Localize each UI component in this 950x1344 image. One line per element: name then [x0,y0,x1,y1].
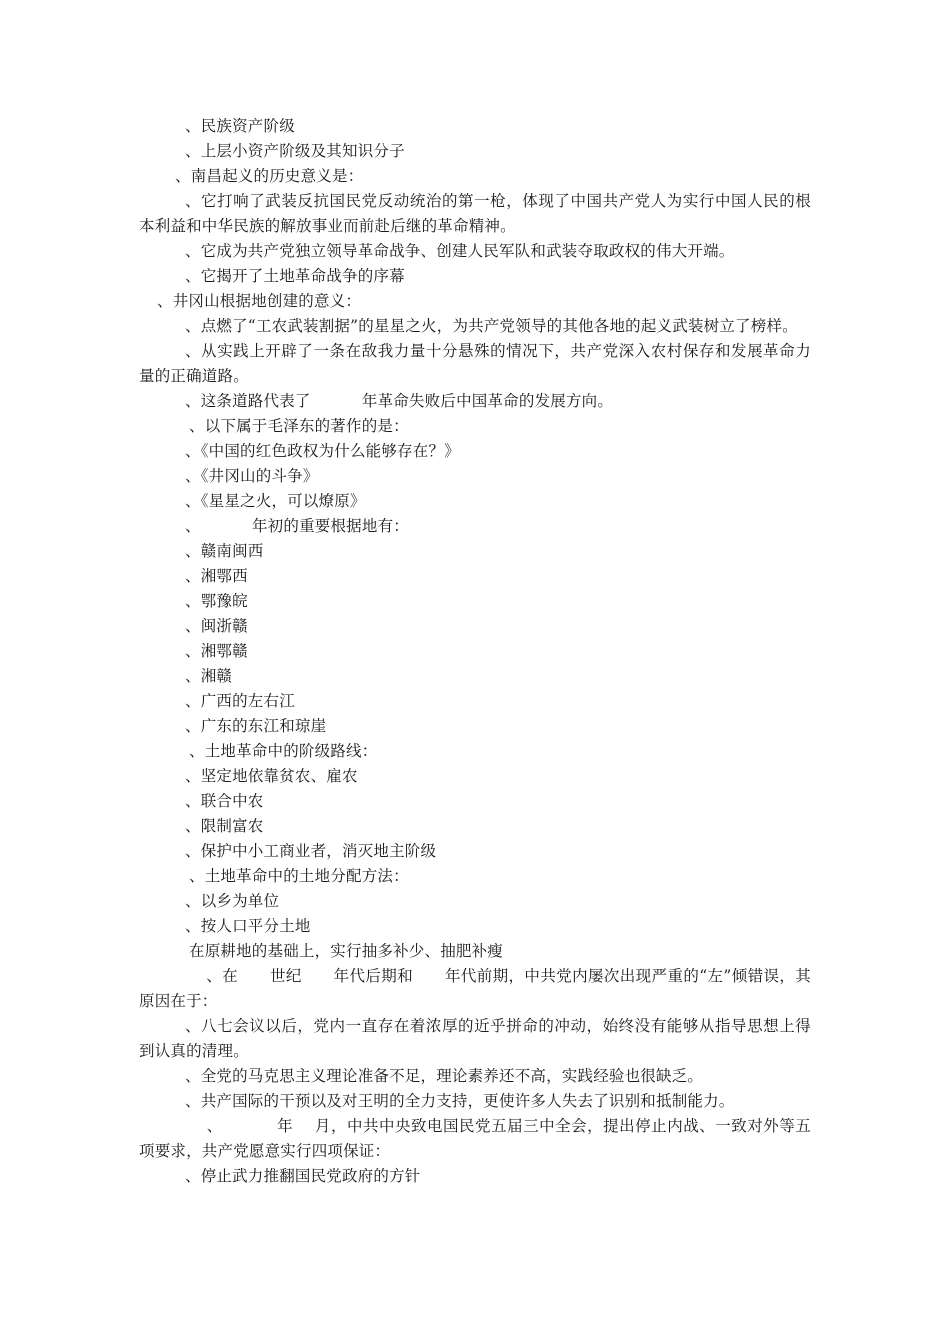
text-line: 、湘鄂西 [185,567,248,585]
paragraph: 、从实践上开辟了一条在敌我力量十分悬殊的情况下，共产党深入农村保存和发展革命力量的正确道路。 [139,342,811,385]
text-line: 、它成为共产党独立领导革命战争、创建人民军队和武装夺取政权的伟大开端。 [185,242,735,260]
text-line: 、赣南闽西 [185,542,264,560]
text-line: 、联合中农 [185,792,264,810]
paragraph: 、在 世纪 年代后期和 年代前期，中共党内屡次出现严重的“左”倾错误，其原因在于： [139,967,811,1010]
text-line: 、《中国的红色政权为什么能够存在？》 [185,442,460,460]
text-line: 、全党的马克思主义理论准备不足，理论素养还不高，实践经验也很缺乏。 [185,1067,704,1085]
paragraph: 、八七会议以后，党内一直存在着浓厚的近乎拼命的冲动，始终没有能够从指导思想上得到认真的清理。 [139,1017,811,1060]
text-line: 、限制富农 [185,817,264,835]
text-line: 、停止武力推翻国民党政府的方针 [185,1167,421,1185]
text-line: 、以乡为单位 [185,892,280,910]
text-line: 、广西的左右江 [185,692,295,710]
paragraph: 、点燃了“工农武装割据”的星星之火，为共产党领导的其他各地的起义武装树立了榜样。 [185,317,798,335]
text-line: 、《井冈山的斗争》 [185,467,319,485]
text-line: 、《星星之火，可以燎原》 [185,492,366,510]
text-line: 、它揭开了土地革命战争的序幕 [185,267,405,285]
text-line: 、土地革命中的阶级路线： [189,742,378,760]
text-line: 、闽浙赣 [185,617,248,635]
text-line: 、共产国际的干预以及对王明的全力支持，更使许多人失去了识别和抵制能力。 [185,1092,735,1110]
text-line: 、井冈山根据地创建的意义： [157,292,362,310]
text-line: 、坚定地依靠贫农、雇农 [185,767,358,785]
text-line: 、广东的东江和琼崖 [185,717,327,735]
paragraph: 、它打响了武装反抗国民党反动统治的第一枪，体现了中国共产党人为实行中国人民的根本利益和中华民族的解放事业而前赴后继的革命精神。 [139,192,811,235]
paragraph: 、 年 月，中共中央致电国民党五届三中全会，提出停止内战、一致对外等五项要求，共产党愿意实行四项保证： [139,1117,811,1160]
text-line: 、鄂豫皖 [185,592,248,610]
text-line: 、按人口平分土地 [185,917,311,935]
text-line: 、 年初的重要根据地有： [185,517,409,535]
text-line: 在原耕地的基础上，实行抽多补少、抽肥补瘦 [189,942,504,960]
text-line: 、上层小资产阶级及其知识分子 [185,142,405,160]
text-line: 、以下属于毛泽东的著作的是： [189,417,409,435]
text-line: 、土地革命中的土地分配方法： [189,867,409,885]
text-line: 、南昌起义的历史意义是： [175,167,364,185]
text-line: 、湘鄂赣 [185,642,248,660]
text-line: 、保护中小工商业者，消灭地主阶级 [185,842,437,860]
text-line: 、民族资产阶级 [185,117,295,135]
text-line: 、湘赣 [185,667,233,685]
text-line: 、这条道路代表了 年革命失败后中国革命的发展方向。 [185,392,614,410]
document-body [139,114,811,1189]
